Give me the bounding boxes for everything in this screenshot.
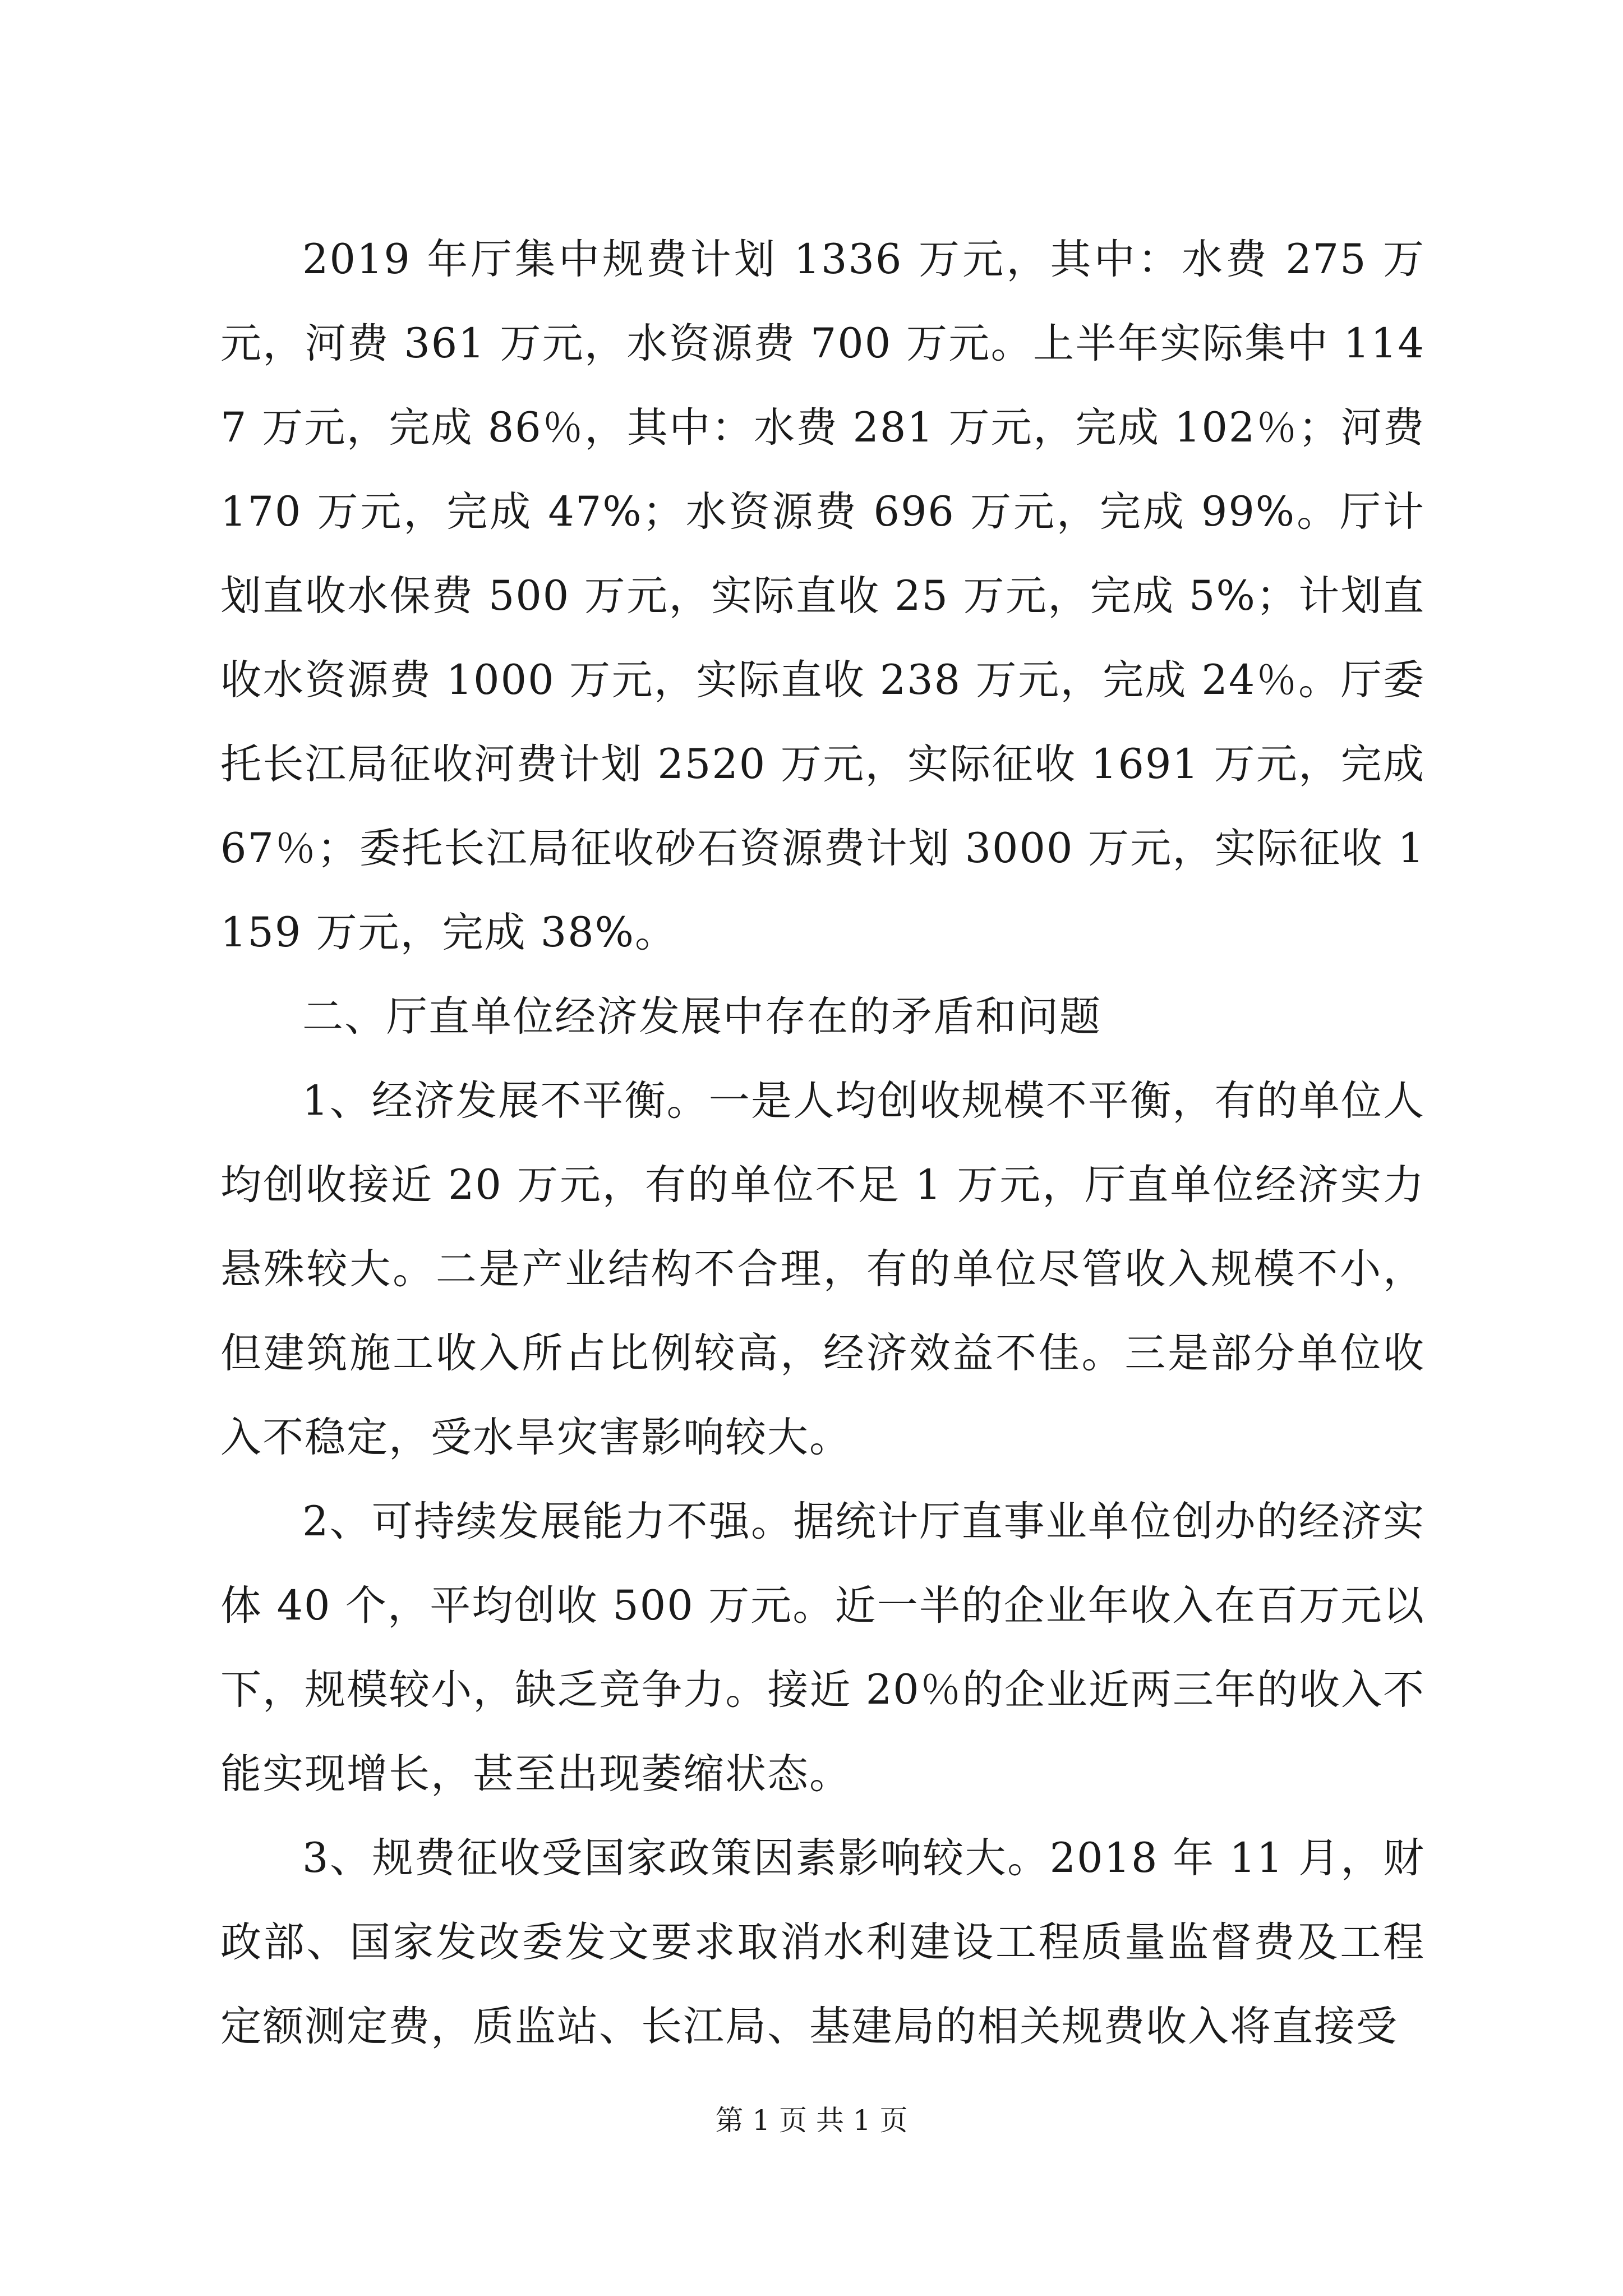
page-footer: 第 1 页 共 1 页 [715,2104,908,2137]
fee-summary-paragraph: 2019 年厅集中规费计划 1336 万元，其中：水费 275 万元，河费 361 万元，水资源费 700 万元。上半年实际集中 1147 万元，完成 86％，其中：水费 281 万元，完成 102％；河费 170 万元，完成 47%；水资源费 696 万元，完成 99%。厅计划直收水保费 500 万元，实际直收 25 万元，完成 5%；计划直收水资源费 1000 万元，实际直收 238 万元，完成 24％。厅委托长江局征收河费计划 2520 万元，实际征收 1691 万元，完成 67％；委托长江局征收砂石资源费计划 3000 万元，实际征收 1159 万元，完成 38%。 [220,236,1425,956]
issue-paragraph-2: 2、可持续发展能力不强。据统计厅直事业单位创办的经济实体 40 个，平均创收 500 万元。近一半的企业年收入在百万元以下，规模较小，缺乏竞争力。接近 20％的企业近两三年的收入不能实现增长，甚至出现萎缩状态。 [220,1498,1425,1798]
document-body [220,218,1425,2069]
section-heading: 二、厅直单位经济发展中存在的矛盾和问题 [302,993,1101,1041]
issue-paragraph-1: 1、经济发展不平衡。一是人均创收规模不平衡，有的单位人均创收接近 20 万元，有的单位不足 1 万元，厅直单位经济实力悬殊较大。二是产业结构不合理，有的单位尽管收入规模不小，但建筑施工收入所占比例较高，经济效益不佳。三是部分单位收入不稳定，受水旱灾害影响较大。 [220,1077,1425,1461]
issue-paragraph-3: 3、规费征收受国家政策因素影响较大。2018 年 11 月，财政部、国家发改委发文要求取消水利建设工程质量监督费及工程定额测定费，质监站、长江局、基建局的相关规费收入将直接受 [220,1834,1425,2050]
